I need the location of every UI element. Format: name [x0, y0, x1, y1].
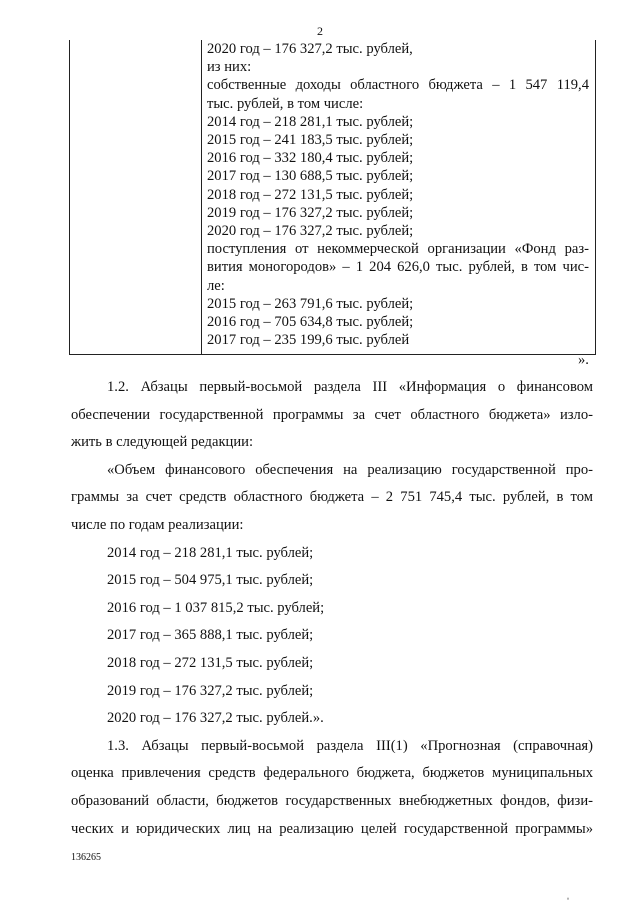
cell-line: ле: [207, 277, 225, 294]
footer-mark: ᵢᵢ [567, 895, 569, 901]
year-list-item: 2019 год – 176 327,2 тыс. рублей; [107, 682, 314, 699]
cell-line: 2020 год – 176 327,2 тыс. рублей, [207, 41, 413, 57]
section-1-2-line: обеспечении государственной программы за счет областного бюджета» изло- [71, 406, 593, 423]
cell-line: 2015 год – 241 183,5 тыс. рублей; [207, 132, 414, 149]
cell-line: поступления от некоммерческой организации «Фонд раз- [207, 241, 589, 258]
cell-line: 2016 год – 705 634,8 тыс. рублей; [207, 314, 414, 331]
year-list-item: 2014 год – 218 281,1 тыс. рублей; [107, 544, 314, 561]
section-1-2-line: жить в следующей редакции: [71, 434, 254, 451]
section-1-2-line: 1.2. Абзацы первый-восьмой раздела III «Информация о финансовом [107, 379, 593, 395]
cell-line: из них: [207, 59, 252, 76]
section-1-3-line: образований области, бюджетов государственных внебюджетных фондов, физи- [71, 792, 593, 809]
section-1-3-line: оценка привлечения средств федерального бюджета, бюджетов муниципальных [71, 765, 593, 782]
cell-line: 2020 год – 176 327,2 тыс. рублей; [207, 223, 414, 240]
year-list-item: 2015 год – 504 975,1 тыс. рублей; [107, 572, 314, 589]
year-list-item: 2017 год – 365 888,1 тыс. рублей; [107, 627, 314, 644]
closing-quote-mark: ». [578, 352, 589, 368]
cell-line: тыс. рублей, в том числе: [207, 95, 364, 112]
cell-line: 2017 год – 235 199,6 тыс. рублей [207, 332, 410, 349]
cell-line: 2014 год – 218 281,1 тыс. рублей; [207, 113, 414, 130]
cell-line: 2019 год – 176 327,2 тыс. рублей; [207, 204, 414, 221]
quote-line: «Объем финансового обеспечения на реализацию государственной про- [107, 461, 593, 478]
section-1-3-line: 1.3. Абзацы первый-восьмой раздела III(1) «Прогнозная (справочная) [107, 737, 593, 754]
table-cell-text [207, 40, 589, 349]
cell-line: 2018 год – 272 131,5 тыс. рублей; [207, 186, 414, 203]
document-code: 136265 [71, 852, 101, 863]
table-continuation [69, 40, 596, 355]
cell-line: собственные доходы областного бюджета – 1 547 119,4 [207, 77, 589, 94]
quote-line: граммы за счет средств областного бюджета – 2 751 745,4 тыс. рублей, в том [71, 489, 593, 506]
cell-line: 2015 год – 263 791,6 тыс. рублей; [207, 295, 414, 312]
quote-line: числе по годам реализации: [71, 516, 244, 533]
section-1-3-line: ческих и юридических лиц на реализацию целей государственной программы» [71, 820, 593, 837]
cell-line: 2016 год – 332 180,4 тыс. рублей; [207, 150, 414, 167]
page-number: 2 [317, 24, 323, 38]
year-list-item: 2016 год – 1 037 815,2 тыс. рублей; [107, 599, 325, 616]
year-list-item: 2020 год – 176 327,2 тыс. рублей.». [107, 710, 324, 727]
document-body [71, 374, 593, 843]
cell-line: 2017 год – 130 688,5 тыс. рублей; [207, 168, 414, 185]
cell-line: вития моногородов» – 1 204 626,0 тыс. рублей, в том чис- [207, 259, 589, 276]
year-list-item: 2018 год – 272 131,5 тыс. рублей; [107, 654, 314, 671]
table-column-divider [201, 40, 202, 354]
